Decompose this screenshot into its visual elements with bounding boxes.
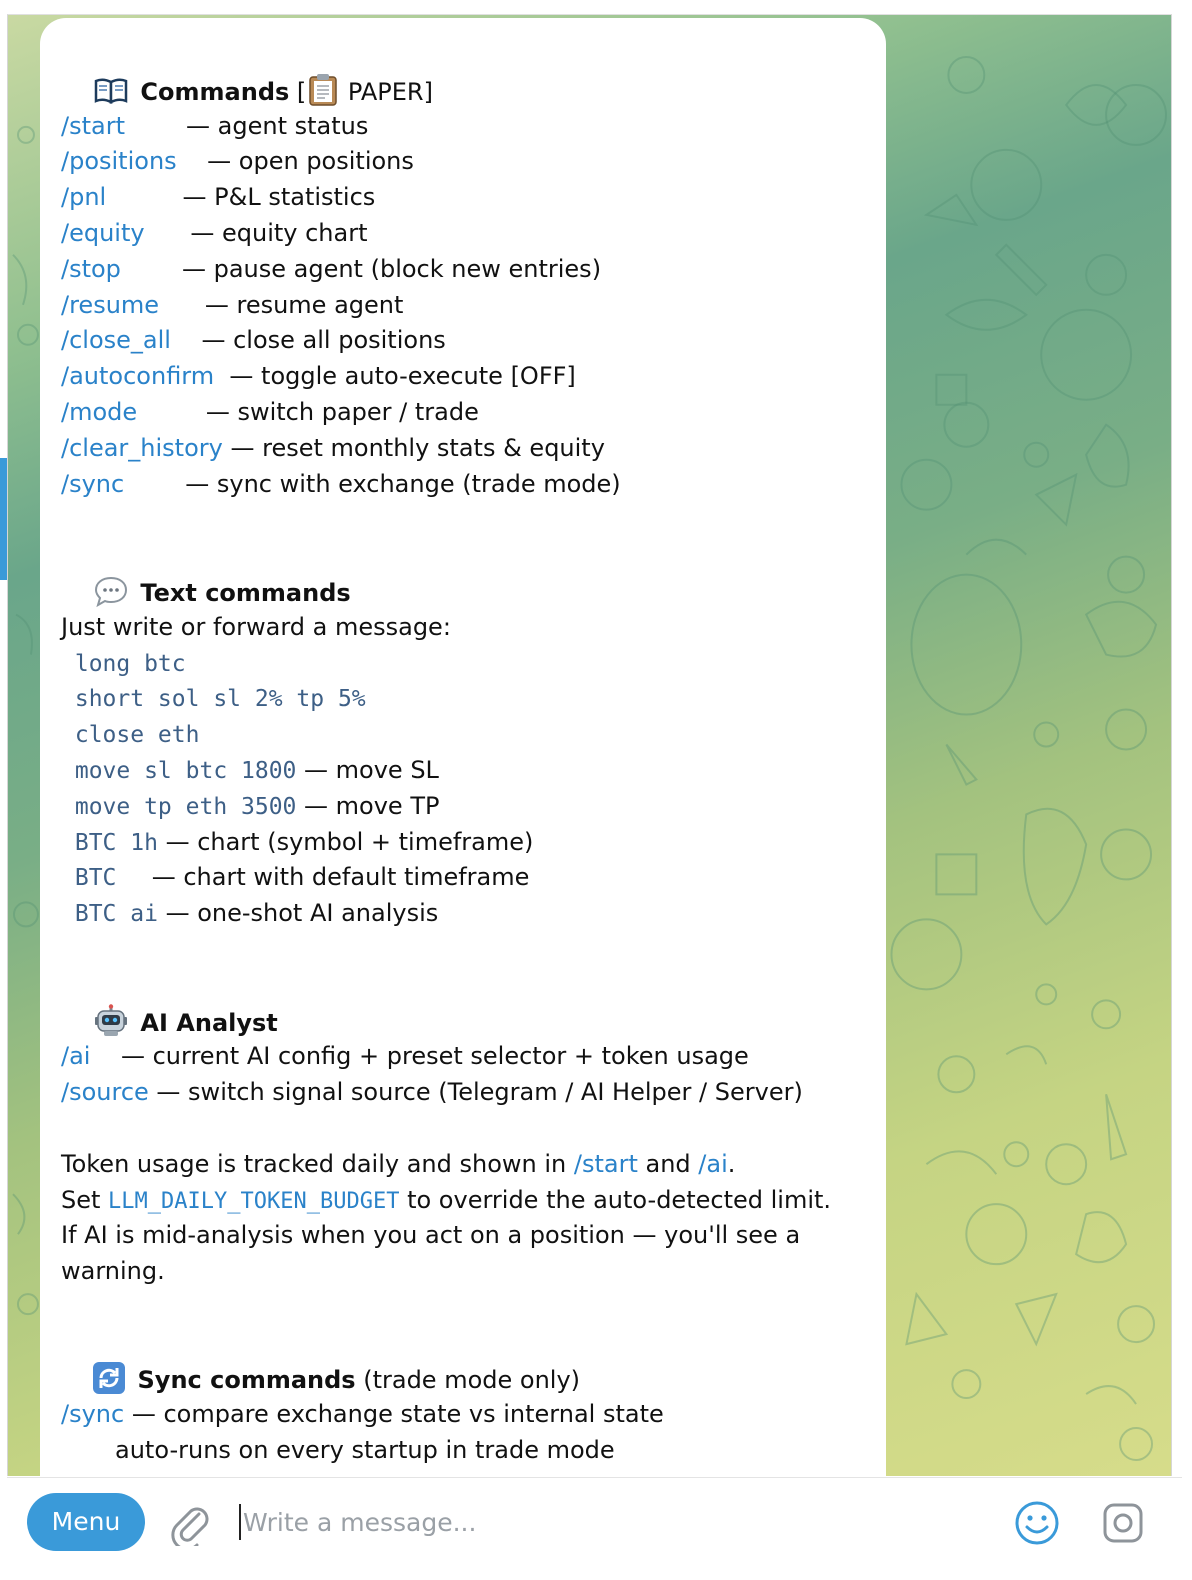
command-desc: — agent status (186, 111, 369, 140)
ai-command-row (61, 1039, 864, 1075)
ai-analyst-header (61, 968, 864, 1037)
emoji-smile-icon[interactable] (1014, 1500, 1060, 1546)
token-text-1: Token usage is tracked daily and shown in (61, 1149, 574, 1178)
message-bubble (40, 18, 886, 1488)
camera-icon[interactable] (1102, 1502, 1144, 1544)
command-row (61, 144, 864, 180)
command-desc: — toggle auto-execute [OFF] (229, 362, 576, 391)
budget-text-1: Set (61, 1185, 109, 1214)
command-pad (106, 183, 182, 211)
spacer (61, 1111, 864, 1147)
command-desc: — close all positions (201, 326, 446, 355)
example-row (61, 753, 864, 789)
example-row (61, 717, 864, 753)
mode-bracket-open: [ (289, 77, 307, 106)
examples-list (61, 646, 864, 932)
example-code: BTC ai (61, 901, 158, 928)
ai-analyst-title: AI Analyst (140, 1008, 278, 1037)
example-row (61, 896, 864, 932)
command-link[interactable]: /stop (61, 254, 121, 283)
example-row (61, 681, 864, 717)
example-desc: — chart with default timeframe (144, 863, 530, 892)
command-row (61, 288, 864, 324)
example-desc: — one-shot AI analysis (157, 899, 439, 928)
token-usage-line (61, 1147, 864, 1183)
ai-command-desc: — current AI config + preset selector + token usage (120, 1042, 749, 1071)
ai-command-pad (90, 1042, 121, 1070)
budget-line (61, 1183, 864, 1219)
spacer (61, 932, 864, 968)
command-pad (171, 326, 202, 354)
command-desc: — reset monthly stats & equity (230, 433, 605, 462)
command-link[interactable]: /clear_history (61, 433, 223, 462)
sync-note: auto-runs on every startup in trade mode (115, 1436, 615, 1465)
example-desc: — move SL (296, 755, 439, 784)
example-desc: — chart (symbol + timeframe) (157, 827, 534, 856)
command-pad (145, 219, 191, 247)
command-row (61, 323, 864, 359)
example-desc: — move TP (296, 791, 440, 820)
menu-button[interactable]: Menu (27, 1493, 145, 1551)
example-row (61, 860, 864, 896)
mode-label: PAPER] (340, 77, 433, 106)
robot-icon (94, 1004, 128, 1038)
text-caret (239, 1504, 241, 1540)
command-link[interactable]: /sync (61, 469, 125, 498)
budget-text-2: to override the auto-detected limit. (399, 1185, 832, 1214)
command-link[interactable]: /mode (61, 397, 138, 426)
commands-list (61, 109, 864, 503)
text-commands-title: Text commands (140, 578, 351, 607)
command-row (61, 467, 864, 503)
example-code: close eth (61, 722, 200, 749)
command-link[interactable]: /close_all (61, 326, 171, 355)
sync-command-row (61, 1397, 864, 1433)
source-command-desc: — switch signal source (Telegram / AI Helper / Server) (148, 1078, 803, 1107)
commands-title: Commands (140, 77, 290, 106)
sync-arrows-icon (92, 1361, 126, 1395)
spacer (61, 1290, 864, 1326)
message-composer (7, 1477, 1182, 1580)
command-pad (124, 470, 185, 498)
command-pad (137, 398, 206, 426)
command-link[interactable]: /start (61, 111, 125, 140)
token-start-link[interactable]: /start (573, 1149, 638, 1178)
command-link[interactable]: /pnl (61, 183, 107, 212)
token-ai-link[interactable]: /ai (698, 1149, 728, 1178)
example-code: move tp eth 3500 (61, 793, 297, 820)
command-pad (121, 255, 182, 283)
command-desc: — P&L statistics (182, 183, 376, 212)
command-link[interactable]: /equity (61, 218, 145, 247)
example-row (61, 825, 864, 861)
command-desc: — resume agent (204, 290, 404, 319)
example-row (61, 646, 864, 682)
commands-header (61, 37, 864, 106)
command-row (61, 359, 864, 395)
command-pad (177, 147, 208, 175)
token-text-3: . (727, 1149, 736, 1178)
example-code: BTC 1h (61, 829, 158, 856)
sync-command-desc: — compare exchange state vs internal state (124, 1400, 664, 1429)
command-desc: — sync with exchange (trade mode) (185, 469, 621, 498)
command-row (61, 216, 864, 252)
message-input[interactable] (243, 1498, 963, 1546)
budget-env-var: LLM_DAILY_TOKEN_BUDGET (108, 1188, 400, 1214)
spacer (61, 502, 864, 538)
sync-commands-title: Sync commands (137, 1366, 356, 1395)
example-code: short sol sl 2% tp 5% (61, 686, 366, 713)
source-command-link[interactable]: /source (61, 1078, 149, 1107)
command-pad (159, 291, 205, 319)
command-desc: — pause agent (block new entries) (181, 254, 602, 283)
example-code: long btc (61, 650, 186, 677)
source-command-row (61, 1075, 864, 1111)
warning-text: If AI is mid-analysis when you act on a position — you'll see a warning. (61, 1221, 801, 1286)
book-icon (94, 73, 128, 107)
command-pad (214, 362, 229, 390)
example-code: move sl btc 1800 (61, 757, 297, 784)
sync-commands-header (61, 1326, 864, 1395)
command-row (61, 431, 864, 467)
text-commands-intro: Just write or forward a message: (61, 612, 451, 641)
example-code: BTC (61, 865, 145, 892)
paperclip-icon[interactable] (169, 1500, 211, 1546)
command-desc: — open positions (207, 147, 414, 176)
token-text-2: and (637, 1149, 699, 1178)
command-pad (125, 112, 186, 140)
sync-command-link[interactable]: /sync (61, 1400, 125, 1429)
command-row (61, 109, 864, 145)
command-link[interactable]: /autoconfirm (61, 362, 215, 391)
command-row (61, 395, 864, 431)
text-commands-header (61, 538, 864, 607)
command-desc: — switch paper / trade (205, 397, 479, 426)
command-link[interactable]: /resume (61, 290, 160, 319)
clipboard-icon (306, 73, 340, 107)
sync-commands-subtitle: (trade mode only) (355, 1366, 581, 1395)
ai-command-link[interactable]: /ai (61, 1042, 91, 1071)
speech-bubble-icon (94, 574, 128, 608)
command-link[interactable]: /positions (61, 147, 177, 176)
command-row (61, 252, 864, 288)
example-row (61, 789, 864, 825)
left-scroll-indicator (0, 458, 7, 580)
command-row (61, 180, 864, 216)
command-desc: — equity chart (190, 218, 368, 247)
